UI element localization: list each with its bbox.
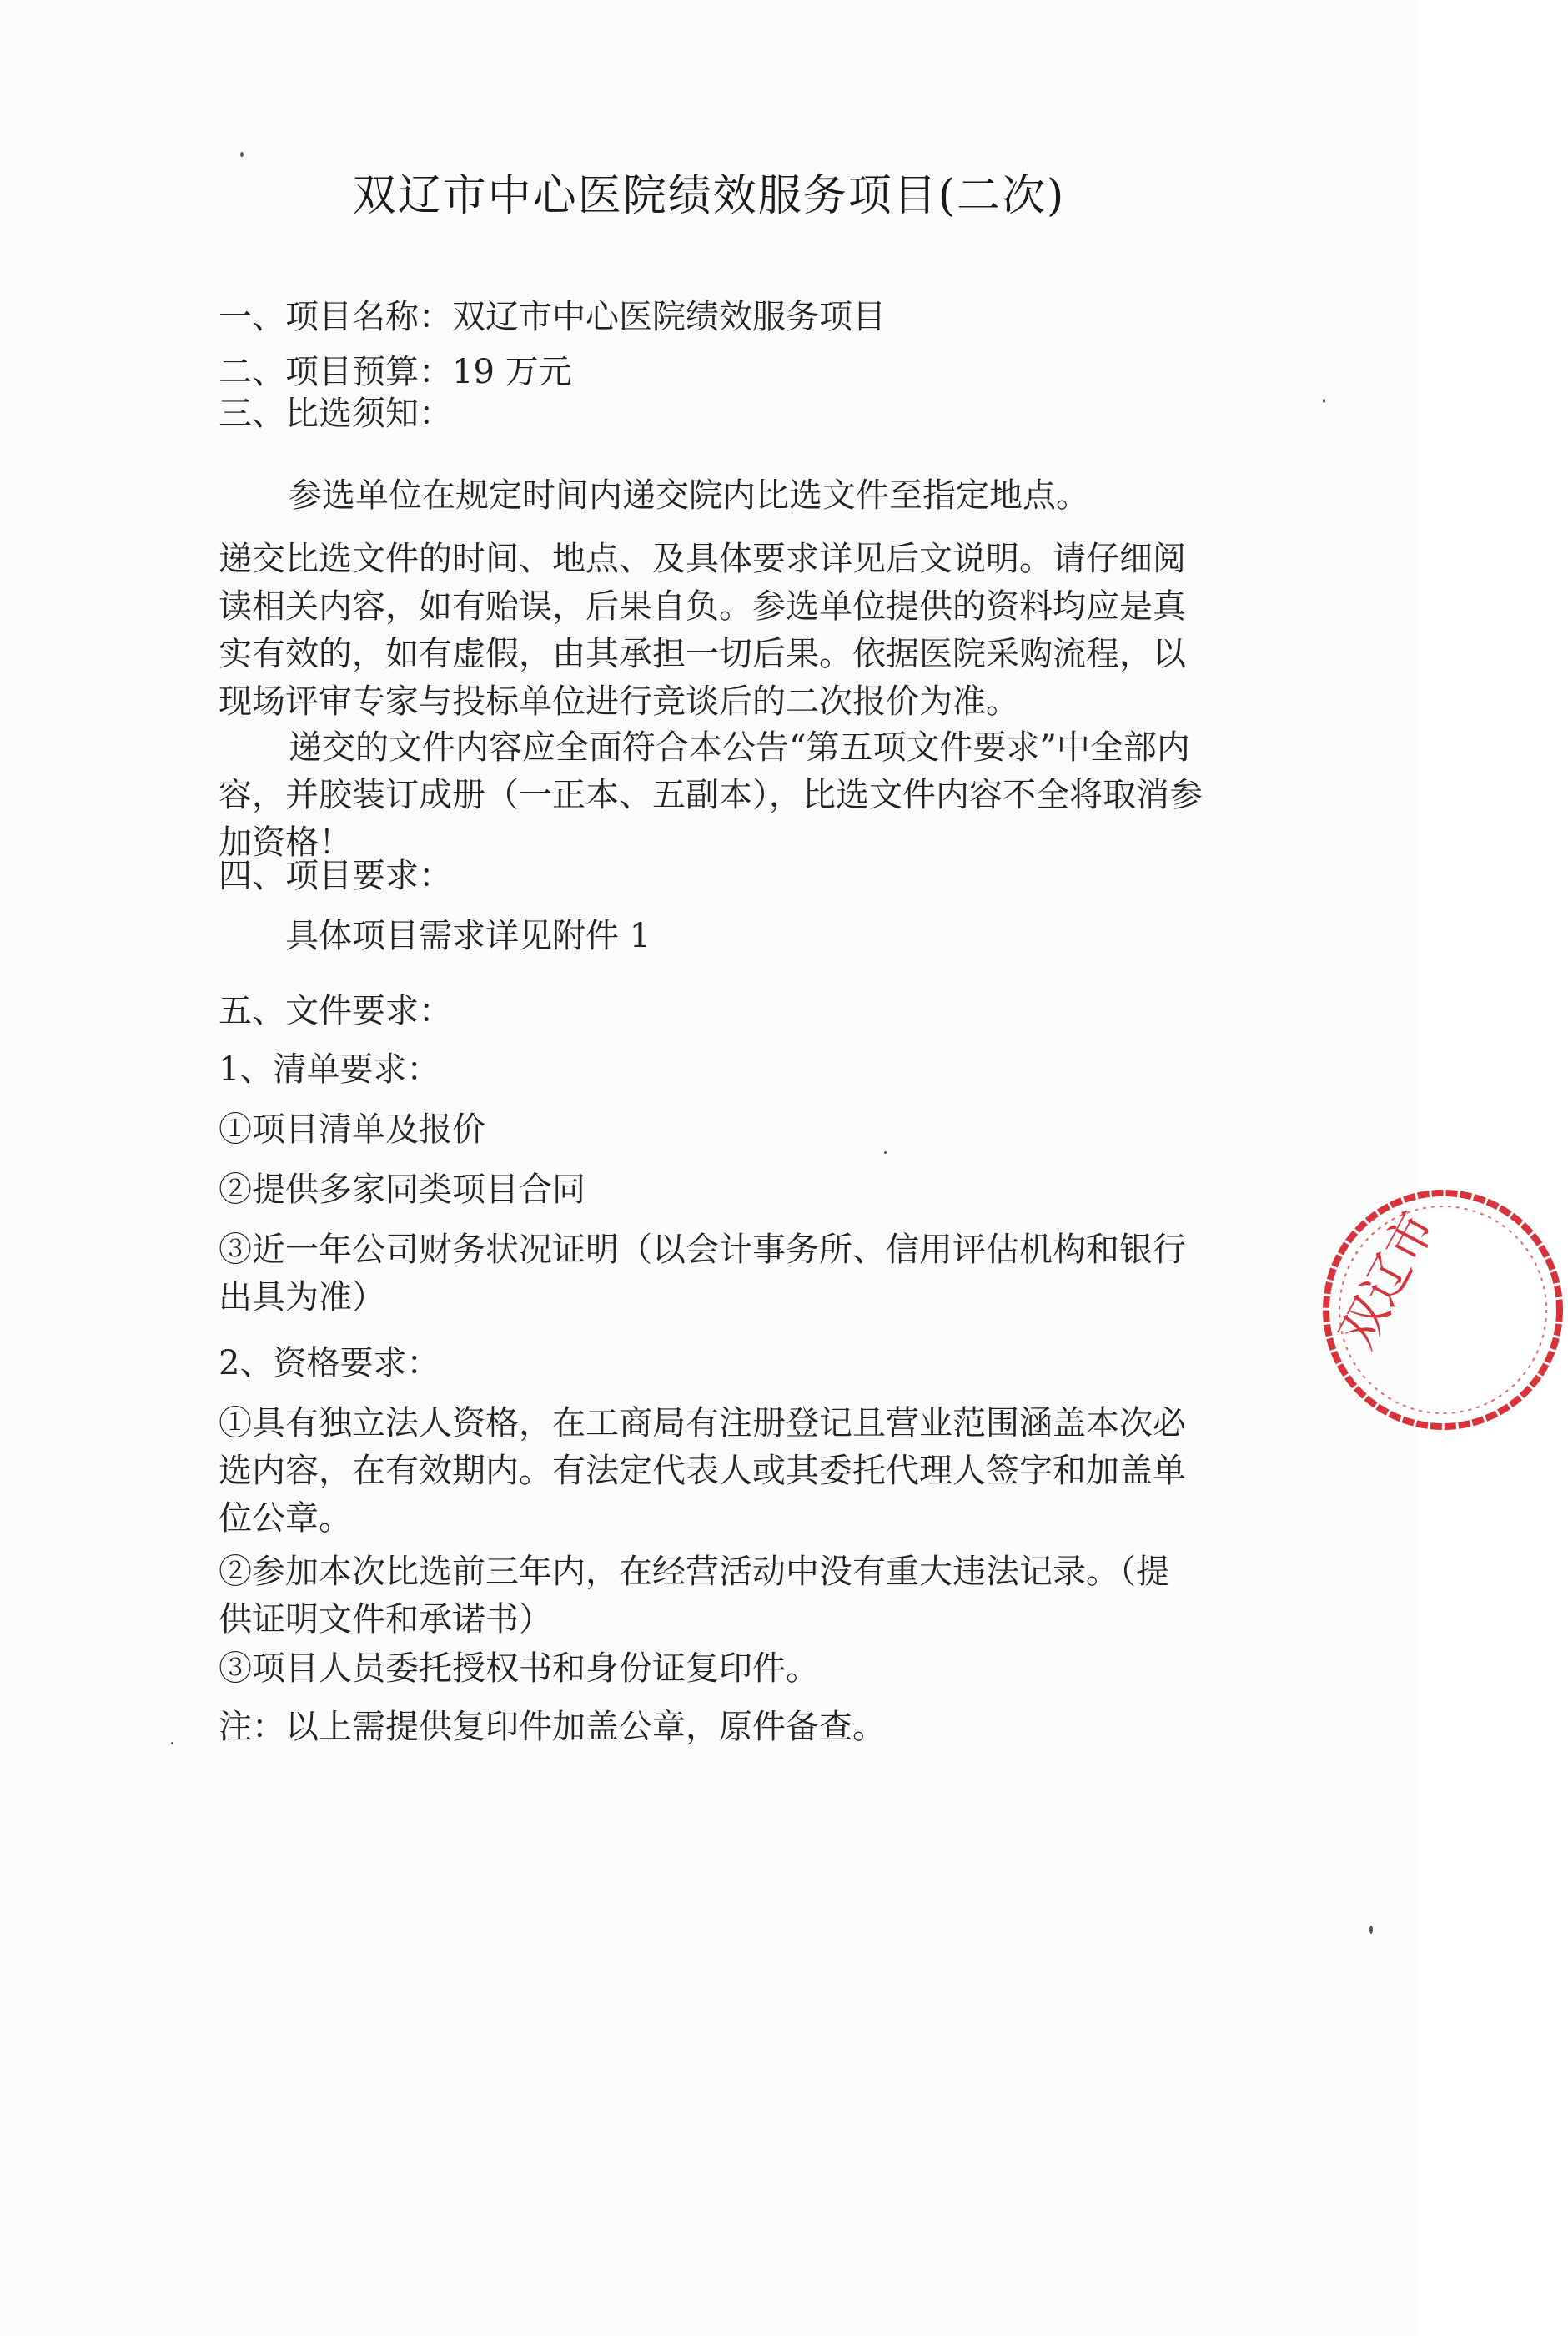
document-title: 双辽市中心医院绩效服务项目(二次) [352, 171, 1066, 221]
seal-text: 双辽市 [1328, 1202, 1447, 1357]
item-project-requirements-heading: 四、项目要求： [219, 857, 452, 895]
qualification-requirements-heading: 2、资格要求： [219, 1344, 440, 1382]
list-requirement-1: ①项目清单及报价 [219, 1110, 485, 1149]
list-requirement-3: ③近一年公司财务状况证明（以会计事务所、信用评估机构和银行出具为准） [219, 1231, 1186, 1317]
list-requirement-2: ②提供多家同类项目合同 [219, 1171, 585, 1209]
instructions-paragraph-3: 递交的文件内容应全面符合本公告“第五项文件要求”中全部内容，并胶装订成册（一正本、五副本），比选文件内容不全将取消参加资格！ [219, 728, 1203, 862]
document-note: 注：以上需提供复印件加盖公章，原件备查。 [219, 1708, 886, 1746]
scan-speck [171, 1742, 173, 1744]
qualification-requirement-3: ③项目人员委托授权书和身份证复印件。 [219, 1649, 819, 1688]
scan-speck [1369, 1926, 1373, 1934]
project-requirements-detail: 具体项目需求详见附件 1 [285, 917, 651, 955]
scan-speck [1323, 399, 1325, 403]
item-instructions-heading: 三、比选须知： [219, 395, 452, 433]
scan-speck [884, 1151, 887, 1154]
instructions-paragraph-2: 递交比选文件的时间、地点、及具体要求详见后文说明。请仔细阅读相关内容，如有贻误，后果自负。参选单位提供的资料均应是真实有效的，如有虚假，由其承担一切后果。依据医院采购流程，以现场评审专家与投标单位进行竞谈后的二次报价为准。 [219, 540, 1186, 721]
qualification-requirement-1: ①具有独立法人资格，在工商局有注册登记且营业范围涵盖本次必选内容，在有效期内。有法定代表人或其委托代理人签字和加盖单位公章。 [219, 1404, 1186, 1538]
qualification-requirement-2: ②参加本次比选前三年内，在经营活动中没有重大违法记录。（提供证明文件和承诺书） [219, 1553, 1169, 1639]
scan-speck [240, 152, 244, 157]
item-project-budget: 二、项目预算：19 万元 [219, 353, 572, 391]
item-document-requirements-heading: 五、文件要求： [219, 992, 452, 1030]
item-project-name: 一、项目名称：双辽市中心医院绩效服务项目 [219, 298, 886, 336]
instructions-paragraph-1: 参选单位在规定时间内递交院内比选文件至指定地点。 [289, 476, 1089, 515]
official-seal-stamp [1318, 1185, 1568, 1435]
list-requirements-heading: 1、清单要求： [219, 1050, 440, 1089]
